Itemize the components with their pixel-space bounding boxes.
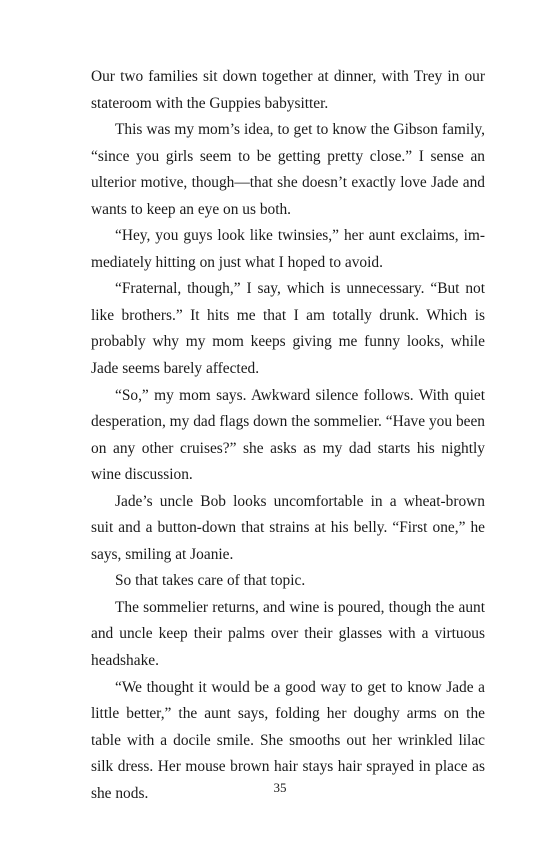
body-text	[91, 64, 485, 807]
paragraph-6: Jade’s uncle Bob looks uncomfortable in a wheat-brown suit and a button-down that strains at his belly. “First one,” he says, smiling at Joanie.	[91, 492, 485, 563]
paragraph-1: Our two families sit down together at dinner, with Trey in our stateroom with the Guppies babysitter.	[91, 68, 485, 112]
paragraph-3: “Hey, you guys look like twinsies,” her aunt exclaims, immediately hitting on just what I hoped to avoid.	[91, 227, 485, 271]
paragraph-8: The sommelier returns, and wine is poured, though the aunt and uncle keep their palms over their glasses with a virtuous headshake.	[91, 598, 485, 670]
page-number: 35	[273, 780, 287, 795]
paragraph-7: So that takes care of that topic.	[115, 572, 306, 590]
paragraph-4: “Fraternal, though,” I say, which is unnecessary. “But not like brothers.” It hits me that I am totally drunk. Which is probably why my mom keeps giving me funny looks, while Jade seems barely affected.	[91, 280, 485, 378]
paragraph-5: “So,” my mom says. Awkward silence follows. With quiet desperation, my dad flags down the sommelier. “Have you been on any other cruises?” she asks as my dad starts his nightly wine discussion.	[91, 386, 485, 484]
paragraph-9: “We thought it would be a good way to get to know Jade a little better,” the aunt says, folding her doughy arms on the table with a docile smile. She smooths out her wrinkled lilac silk dress. Her mouse brown hair stays hair sprayed in place as she nods.	[91, 678, 485, 802]
paragraph-2: This was my mom’s idea, to get to know the Gibson family, “since you girls seem to be getting pretty close.” I sense an ulterior motive, though—that she doesn’t exactly love Jade and wants to keep an eye on us both.	[91, 121, 485, 218]
